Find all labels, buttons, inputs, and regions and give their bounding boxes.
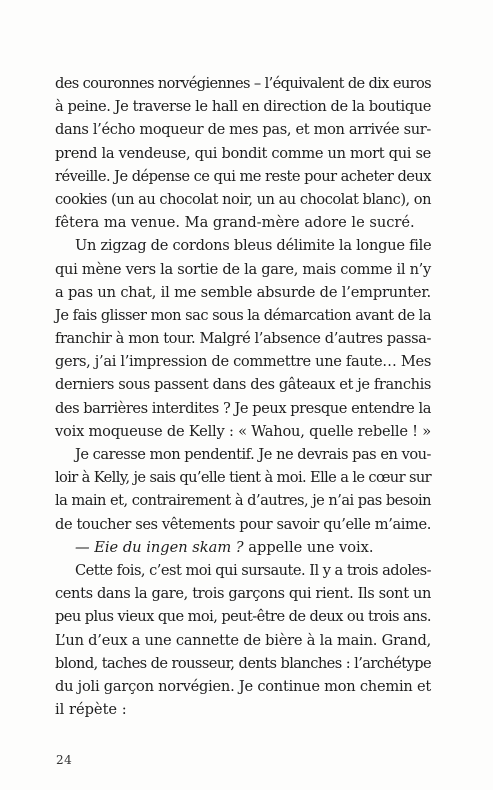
page-number: 24 [56, 753, 73, 767]
text-line: voix moqueuse de Kelly : « Wahou, quelle rebelle ! » [55, 422, 431, 440]
text-line: franchir à mon tour. Malgré l’absence d’autres passa- [55, 330, 431, 348]
text-line: à peine. Je traverse le hall en direction de la boutique [55, 98, 431, 116]
dialogue-attribution: appelle une voix. [243, 538, 374, 556]
text-line: du joli garçon norvégien. Je continue mon chemin et [55, 677, 431, 695]
text-line: Je fais glisser mon sac sous la démarcation avant de la [55, 306, 432, 324]
text-line: des barrières interdites ? Je peux presque entendre la [55, 399, 432, 417]
text-line: Un zigzag de cordons bleus délimite la longue file [75, 237, 432, 255]
dialogue-norwegian: Eie du ingen skam ? [94, 538, 244, 556]
text-line: L’un d’eux a une cannette de bière à la main. Grand, [55, 631, 432, 649]
text-line: loir à Kelly, je sais qu’elle tient à moi. Elle a le cœur sur [55, 469, 431, 487]
text-line: cents dans la gare, trois garçons qui rient. Ils sont un [55, 585, 431, 603]
text-line: de toucher ses vêtements pour savoir qu’elle m’aime. [55, 515, 431, 533]
text-line: a pas un chat, il me semble absurde de l’emprunter. [55, 283, 431, 301]
text-line: Cette fois, c’est moi qui sursaute. Il y a trois adoles- [75, 561, 432, 579]
text-line: qui mène vers la sortie de la gare, mais comme il n’y [55, 260, 431, 278]
dialogue-dash: — [75, 538, 95, 556]
text-line: fêtera ma venue. Ma grand-mère adore le sucré. [55, 214, 415, 232]
dialogue-line [55, 536, 431, 559]
text-line: blond, taches de rousseur, dents blanches : l’archétype [55, 654, 432, 672]
text-line: réveille. Je dépense ce qui me reste pour acheter deux [55, 167, 431, 185]
text-line: peu plus vieux que moi, peut-être de deux ou trois ans. [55, 608, 431, 626]
body-text [55, 72, 431, 721]
text-line: il répète : [55, 701, 127, 719]
text-line: des couronnes norvégiennes – l’équivalent de dix euros [55, 75, 431, 92]
text-line: dans l’écho moqueur de mes pas, et mon arrivée sur- [55, 121, 431, 139]
text-line: cookies (un au chocolat noir, un au chocolat blanc), on [55, 190, 431, 208]
text-line: gers, j’ai l’impression de commettre une faute… Mes [55, 353, 432, 371]
text-line: prend la vendeuse, qui bondit comme un mort qui se [55, 144, 432, 162]
text-line: derniers sous passent dans des gâteaux et je franchis [55, 376, 432, 394]
text-line: la main et, contrairement à d’autres, je n’ai pas besoin [55, 492, 432, 510]
text-line: Je caresse mon pendentif. Je ne devrais pas en vou- [75, 446, 431, 463]
